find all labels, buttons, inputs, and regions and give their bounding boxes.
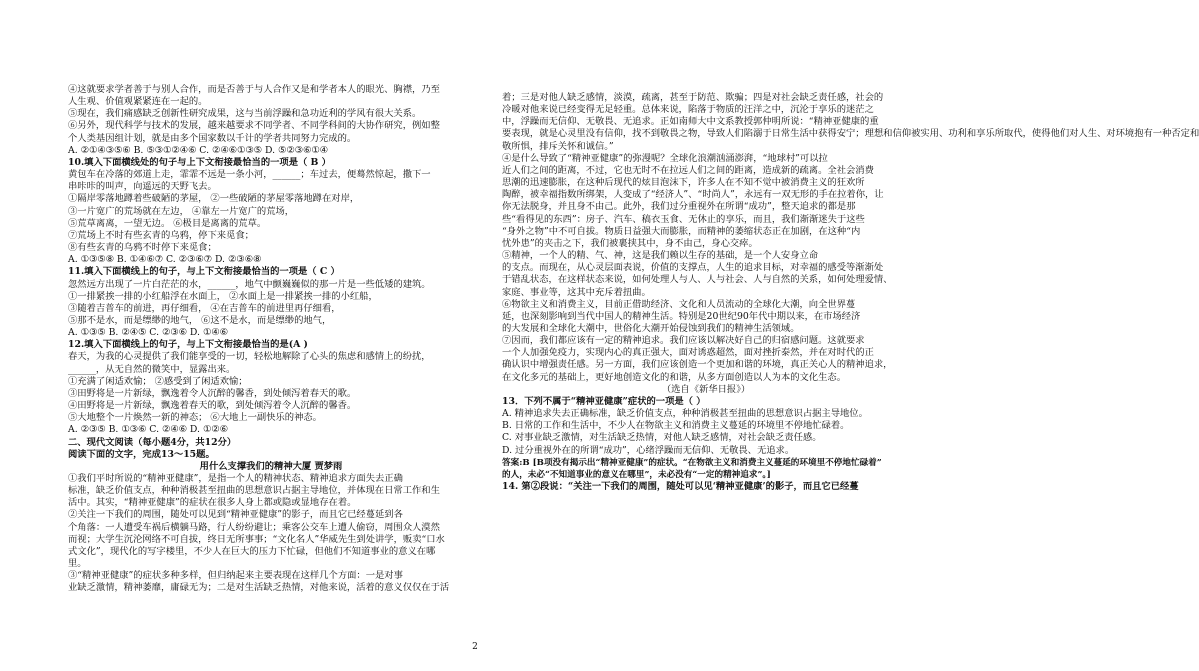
left-column-line: 用什么支撑我们的精神大厦 贾梦雨 [199,460,343,472]
left-column-line: ③随着吉普车的前进，再仔细看， ④在吉普车的前进里再仔细看， [68,302,341,314]
right-column-line: ⑦因而，我们都应该有一定的精神追求。我们应该以解决好自己的归宿感问题。这就要求 [502,335,865,347]
left-column-line: 串咔咔的叫声，向遥远的天野飞去。 [68,181,217,193]
left-column-line: ③田野将是一片新绿，飘逸着令人沉醉的馨香，到处倾泻着春天的歌。 [68,387,357,399]
right-column-line: 家庭、事业等，这其中充斥着扭曲。 [502,286,651,298]
left-column-line: ③一片宽广的荒场就在左边， ④靠左一片宽广的荒场， [68,205,295,217]
right-column-line: 于错乱状态，在这样状态来说，如何处理人与人、人与社会、人与自然的关系，如何处理爱情、 [502,274,893,286]
left-column-line: ①我们平时所说的“精神亚健康”，是指一个人的精神状态、精神追求方面失去正确 [68,473,403,484]
right-column-line: 中，浮躁而无信仰、无敬畏、无追求。正如南师大中文系教授郭仲明所说：“精神亚健康的重 [502,116,879,128]
left-column-line: 二、现代文阅读（每小题4分，共12分） [68,436,237,448]
left-column-line: 式文化”，现代化的写字楼里，不少人在巨大的压力下忙碌，但他们不知道事业的意义在哪 [68,545,436,557]
right-column-line: C. 对事业缺乏激情，对生活缺乏热情，对他人缺乏感情，对社会缺乏责任感。 [502,432,822,444]
right-column-line: 着；三是对他人缺乏感情，淡漠，疏离，甚至于防范、欺骗；四是对社会缺乏责任感，社会的 [502,92,884,103]
left-column-line: 业缺乏激情，精神萎靡，庸碌无为；二是对生活缺乏热情，对他来说，活着的意义仅仅在于活 [68,582,450,594]
left-column-line: 标准，缺乏价值支点，种种消极甚至扭曲的思想意识占据主导地位，并体现在日常工作和生 [68,485,440,497]
left-column-line: 活中。其实，“精神亚健康”的症状在很多人身上都或隐或显地存在着。 [68,497,357,509]
right-column-line: 陶醉，被幸福指数所绑架，人变成了“经济人”、“时尚人”，永远有一双无形的手在拉着你，让 [502,189,884,201]
right-column-line: ⑥物欲主义和消费主义，目前正借助经济、文化和人员流动的全球化大潮，向全世界蔓 [502,298,856,310]
right-column-line: 的支点。而现在，从心灵层面表说，价值的支撑点，人生的追求目标，对幸福的感受等渐渐处 [502,262,884,274]
right-column-line: 的大发展和全球化大潮中，世俗化大潮开始侵蚀到我们的精神生活领域。 [502,322,800,334]
left-column-line: 阅读下面的文字，完成13～15题。 [68,448,215,460]
left-column-line: 个角落：一人遭受车祸后横躺马路，行人纷纷避让；乘客公交车上遭人偷窃，周围众人漠然 [68,521,440,533]
left-column-line: 而视；大学生沉沦网络不可自拔，终日无所事事；“文化名人”华威先生到处讲学，贩卖“口水 [68,533,445,545]
right-column-line: 13．下列不属于“精神亚健康”症状的一项是（ ） [502,395,706,407]
left-column-line: 里。 [68,558,87,570]
left-column-line: ④这就要求学者善于与别人合作，而是否善于与人合作又是和学者本人的眼光、胸襟，乃至 [68,84,440,95]
left-column-line: ⑤大地整个一片焕然一新的神态； ⑥大地上一副快乐的神态。 [68,412,322,424]
right-column-line: 忧外患”的夹击之下，我们被裹挟其中，身不由己，身心交瘁。 [502,237,758,249]
right-column-line: 一个人加强免疫力，实现内心的真正强大，面对诱惑超然，面对挫折泰然，并在对时代的正 [502,347,874,359]
left-column-line: ⑥另外，现代科学与技术的发展，越来越要求不同学者、不同学科间的大协作研究，例如整 [68,120,440,132]
left-column-line: ⑤现在，我们痛感缺乏创新性研究成果，这与当前浮躁和急功近利的学风有很大关系。 [68,108,422,120]
left-column-line: ①隔岸零落地蹲着些破陋的茅屋， ②一些破陋的茅屋零落地蹲在对岸， [68,193,360,205]
left-column-line: ②关注一下我们的周围，随处可以见到“精神亚健康”的影子，而且它已经蔓延到各 [68,509,403,521]
left-column-line: ①充满了闲适欢愉； ②感受到了闲适欢愉； [68,375,248,387]
left-column-line: 忽然远方出现了一片白茫茫的水，______，地气中颤巍巍似的那一片是一些低矮的建筑。 [68,278,431,290]
left-column-line: 春天，为我的心灵提供了我们能享受的一切，轻松地解除了心头的焦虑和感情上的纷扰， [68,351,431,363]
left-column-line: ⑤那不是水，而是缥缈的地气， ⑥这不是水，而是缥缈的地气， [68,314,332,326]
left-column-line: ③“精神亚健康”的症状多种多样，但归纳起来主要表现在这样几个方面：一是对事 [68,570,403,582]
left-column-line: ______，从无自然的微笑中，显露出来。 [68,363,236,375]
right-column-line: 敬所惧，排斥关怀和诚信。” [502,140,614,152]
right-column-line: 冷暖对他来说已经变得无足轻重。总体来说，陷落于物质的汪洋之中，沉沦于享乐的迷茫之 [502,104,874,116]
left-column-line: 个人类基因组计划，就是由多个国家数以千计的学者共同努力完成的。 [68,132,357,144]
right-column-line: （选自《新华日报》） [661,383,751,395]
left-column-line: A. ②①④③⑤⑥ B. ⑤③①②④⑥ C. ②④⑥①③⑤ D. ⑤②③⑥①④ [68,144,328,156]
right-column-line: 延，也深刻影响到当代中国人的精神生活。特别是20世纪90年代中期以来，在市场经济 [502,310,861,322]
left-column-line: 10.填入下面横线处的句子与上下文衔接最恰当的一项是（ B ） [68,156,331,168]
left-column-line: A. ①③⑤⑧ B. ①④⑥⑦ C. ②③⑥⑦ D. ②③⑥⑧ [68,254,262,266]
right-column-line: 14. 第②段说：“关注一下我们的周围，随处可以见‘精神亚健康’的影子，而且它已经蔓 [502,481,859,492]
left-column-line: 12.填入下面横线上的句子，与上下文衔接最恰当的是(A ) [68,339,308,351]
left-column-line: ⑧有些玄青的乌鸦不时停下来觅食； [68,242,217,254]
left-column-line: ④田野将是一片新绿，飘逸着春天的歌，到处倾泻着令人沉醉的馨香。 [68,400,357,412]
right-column [502,92,1199,493]
left-column-line: 11.填入下面横线上的句子，与上下文衔接最恰当的一项是（ C ） [68,266,340,278]
right-column-line: 思潮的迅速膨胀，在这种后现代的炫目泡沫下，许多人在不知不觉中被消费主义的狂欢所 [502,177,865,189]
left-column-line: 人生观、价值观紧紧连在一起的。 [68,96,208,108]
right-column-line: 的人，未必“不知道事业的意义在哪里”，未必没有“一定的精神追求”。] [502,469,771,480]
page-number: 2 [472,642,478,652]
right-column-line: 些“看得见的东西”：房子、汽车、稿衣玉食、无休止的享乐，而且，我们渐渐迷失于这些 [502,213,865,225]
right-column-line: 近人们之间的距离，不过，它也无时不在拉远人们之间的距离，造成新的疏离。全社会消费 [502,164,874,176]
left-column-line: 黄包车在冷落的郊道上走，霏霏不远是一条小河，______；车过去，便蓦然惊起，撒下一 [68,169,431,181]
left-column-line: ⑤荒草离离，一望无边。 ⑥极目是离离的荒草。 [68,217,267,229]
right-column-line: B. 日常的工作和生活中，不少人在物欲主义和消费主义蔓延的环境里不停地忙碌着。 [502,420,850,432]
right-column-line: 答案:B [B项没有揭示出“精神亚健康”的症状。“在物欲主义和消费主义蔓延的环境里不停地忙碌着” [502,457,882,468]
right-column-line: A. 精神追求失去正确标准，缺乏价值支点，种种消极甚至扭曲的思想意识占据主导地位。 [502,408,868,420]
right-column-line: D. 过分重视外在的所谓“成功”，心绪浮躁而无信仰、无敬畏、无追求。 [502,444,795,456]
right-column-line: 在文化多元的基础上，更好地创造文化的和谐，从多方面创造以人为本的文化生态。 [502,371,846,383]
right-column-line: 要表现，就是心灵里没有信仰，找不到敬畏之物，导致人们陷溺于日常生活中获得安宁；理想和信仰被实用、功利和享乐所取代，使得他们对人生、对环境抱有一种否定和 [502,128,1199,140]
right-column-line: 确认识中增强责任感。另一方面，我们应该创造一个更加和谐的环境，真正关心人的精神追求， [502,359,893,371]
left-column-line: A. ①③⑤ B. ②④⑤ C. ②③⑥ D. ①④⑥ [68,327,228,339]
right-column-line: “身外之物”中不可自拔。物质日益强大而膨胀，而精神的萎缩状态正在加剧，在这种“内 [502,225,861,237]
left-column-line: ①一排紧挨一排的小红船浮在水面上， ②水面上是一排紧挨一排的小红船， [68,290,378,302]
left-column [68,84,474,595]
right-column-line: ④是什么导致了“精神亚健康”的弥漫呢？全球化浪潮汹涌澎湃，“地球村”可以拉 [502,152,828,164]
right-column-line: 你无法脱身，并且身不由己。此外，我们过分重视外在所谓“成功”，整天追求的都是那 [502,201,856,213]
left-column-line: ⑦荒场上不时有些玄青的乌鸦，停下来觅食； [68,229,254,241]
left-column-line: A. ②③⑤ B. ①③⑥ C. ②④⑥ D. ①②⑥ [68,424,228,436]
right-column-line: ⑤精神，一个人的精、气、神，这是我们赖以生存的基础，是一个人安身立命 [502,250,819,262]
